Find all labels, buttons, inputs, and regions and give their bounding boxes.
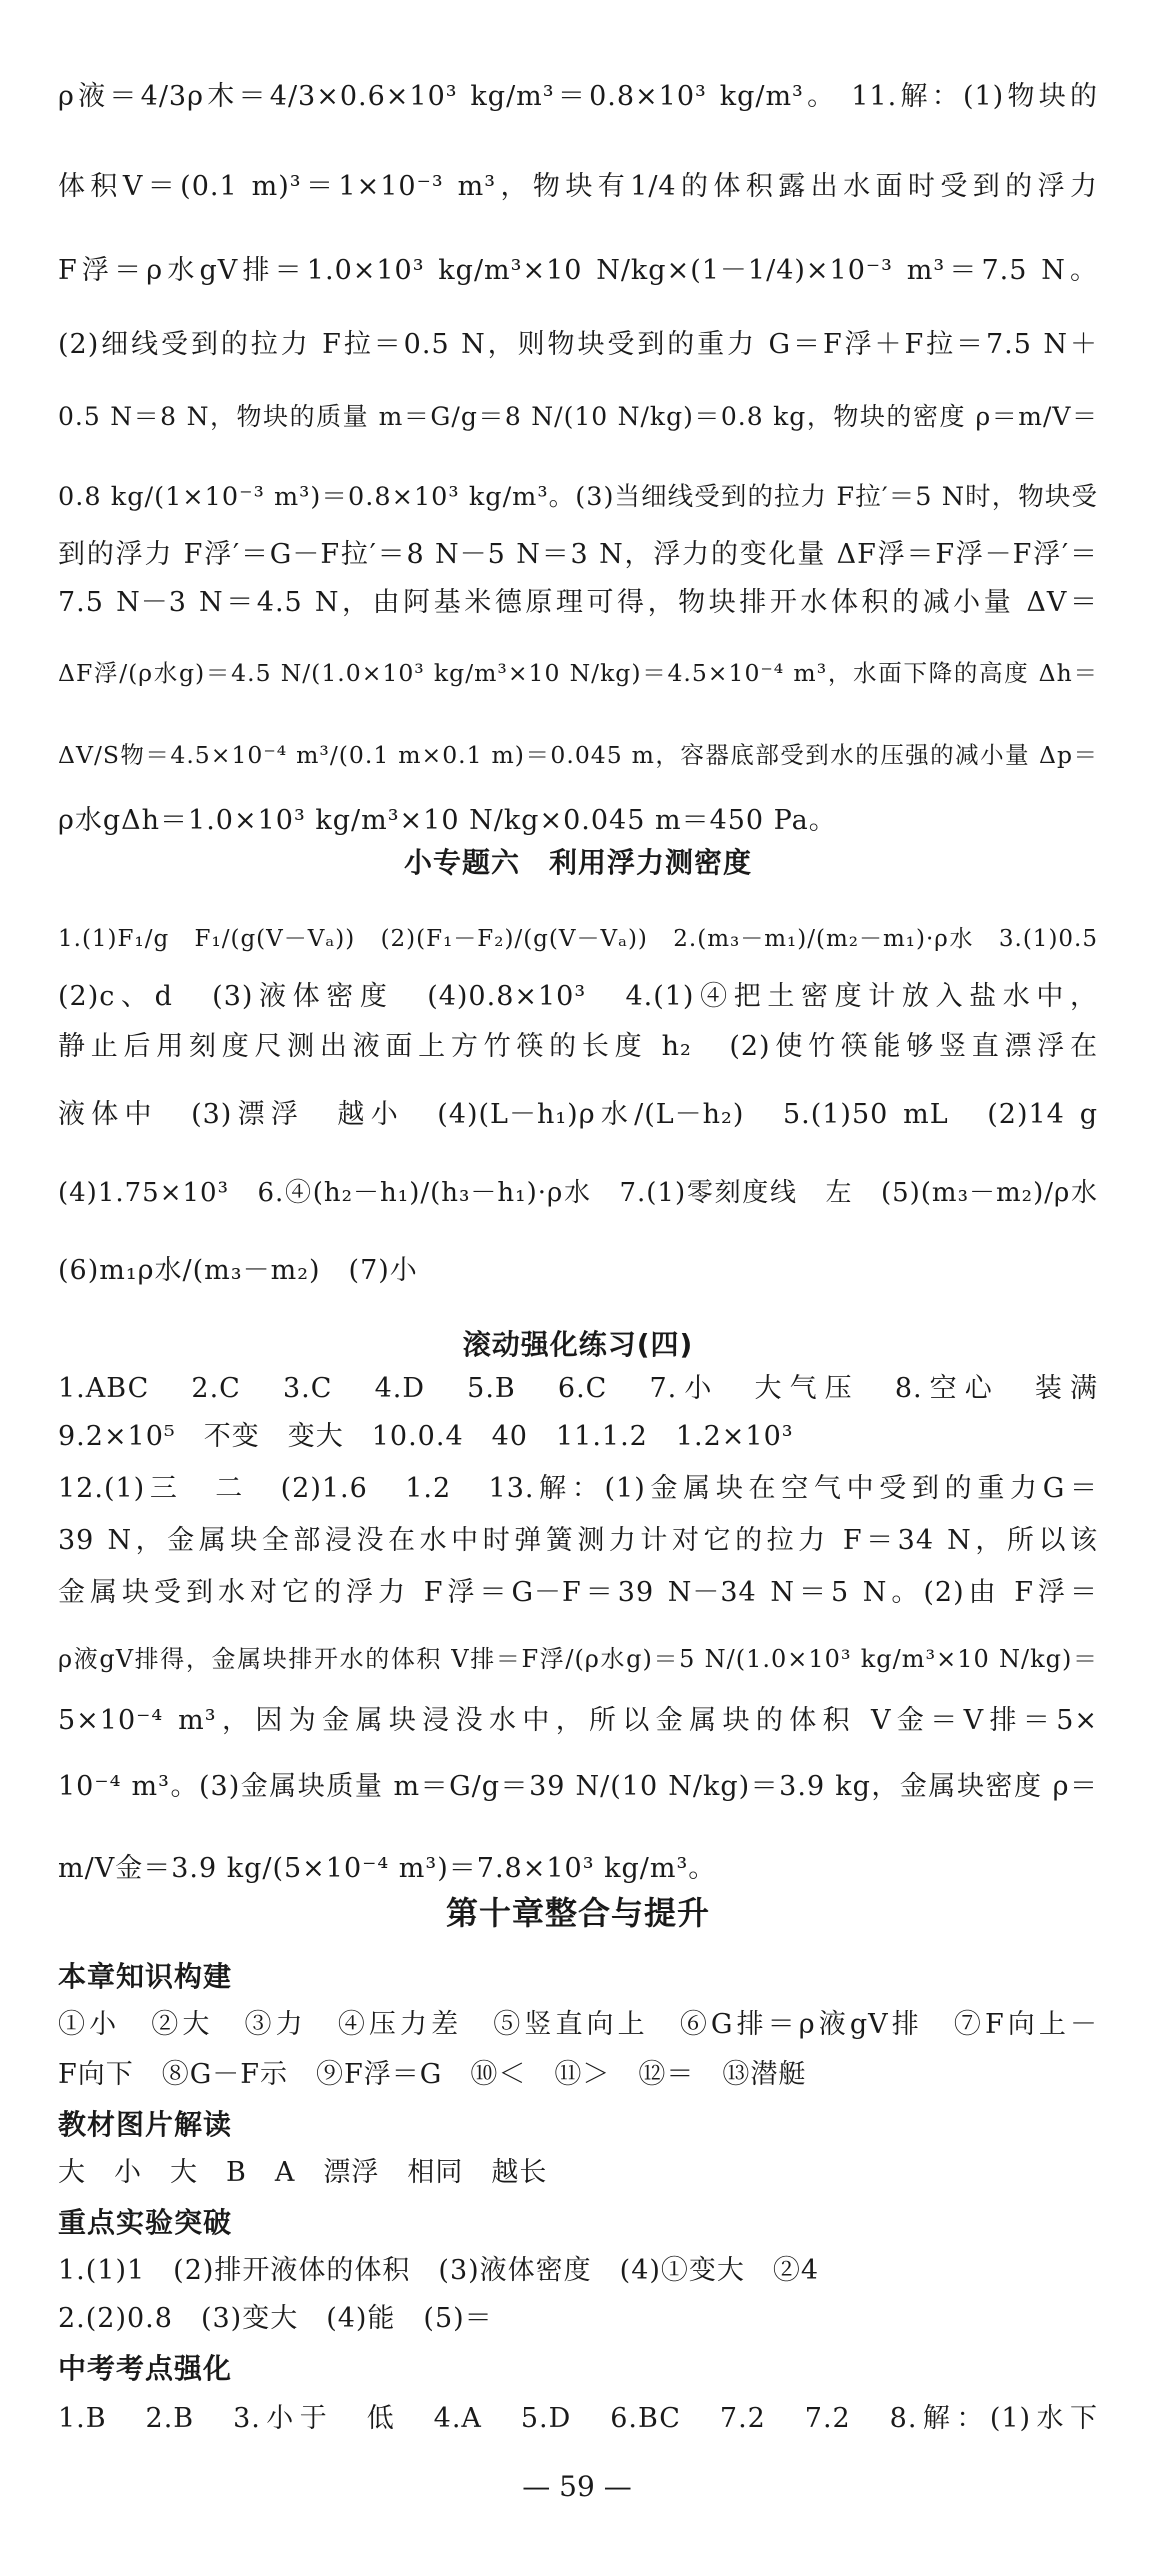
text-line: 0.8 kg/(1×10⁻³ m³)＝0.8×10³ kg/m³。(3)当细线受到的拉力 F拉′＝5 N时，物块受 — [58, 482, 1098, 512]
text-line: m/V金＝3.9 kg/(5×10⁻⁴ m³)＝7.8×10³ kg/m³。 — [58, 1853, 717, 1884]
text-line: (2)c、d (3)液体密度 (4)0.8×10³ 4.(1)④把土密度计放入盐水中， — [58, 981, 1098, 1012]
section-title: 滚动强化练习(四) — [462, 1328, 694, 1361]
text-line: F向下 ⑧G－F示 ⑨F浮＝G ⑩＜ ⑪＞ ⑫＝ ⑬潜艇 — [58, 2059, 807, 2090]
chapter-title: 第十章整合与提升 — [445, 1894, 710, 1932]
text-line: (2)细线受到的拉力 F拉＝0.5 N，则物块受到的重力 G＝F浮＋F拉＝7.5 N＋ — [58, 329, 1098, 360]
text-line: 1.B 2.B 3.小于 低 4.A 5.D 6.BC 7.2 7.2 8.解：(1)水下 — [58, 2403, 1098, 2434]
page-number: — 59 — — [522, 2470, 632, 2503]
section-heading: 中考考点强化 — [58, 2352, 233, 2385]
text-line: ΔV/S物＝4.5×10⁻⁴ m³/(0.1 m×0.1 m)＝0.045 m，容器底部受到水的压强的减小量 Δp＝ — [58, 741, 1098, 769]
text-line: (4)1.75×10³ 6.④(h₂－h₁)/(h₃－h₁)·ρ水 7.(1)零刻度线 左 (5)(m₃－m₂)/ρ水 — [58, 1178, 1098, 1208]
text-line: 7.5 N－3 N＝4.5 N，由阿基米德原理可得，物块排开水体积的减小量 ΔV＝ — [58, 587, 1098, 618]
text-line: ΔF浮/(ρ水g)＝4.5 N/(1.0×10³ kg/m³×10 N/kg)＝4.5×10⁻⁴ m³，水面下降的高度 Δh＝ — [58, 659, 1098, 687]
text-line: ρ液gV排得，金属块排开水的体积 V排＝F浮/(ρ水g)＝5 N/(1.0×10³ kg/m³×10 N/kg)＝ — [58, 1645, 1098, 1673]
section-heading: 本章知识构建 — [58, 1960, 233, 1993]
text-line: 1.(1)F₁/g F₁/(g(V－Vₐ)) (2)(F₁－F₂)/(g(V－Vₐ)) 2.(m₃－m₁)/(m₂－m₁)·ρ水 3.(1)0.5 — [58, 926, 1098, 952]
text-line: 液体中 (3)漂浮 越小 (4)(L－h₁)ρ水/(L－h₂) 5.(1)50 mL (2)14 g — [58, 1099, 1098, 1130]
text-line: (6)m₁ρ水/(m₃－m₂) (7)小 — [58, 1255, 418, 1286]
text-line: 10⁻⁴ m³。(3)金属块质量 m＝G/g＝39 N/(10 N/kg)＝3.9 kg，金属块密度 ρ＝ — [58, 1771, 1098, 1802]
text-line: ①小 ②大 ③力 ④压力差 ⑤竖直向上 ⑥G排＝ρ液gV排 ⑦F向上－ — [58, 2009, 1098, 2040]
section-heading: 重点实验突破 — [58, 2206, 233, 2239]
section-title: 小专题六 利用浮力测密度 — [403, 846, 752, 879]
text-line: 39 N，金属块全部浸没在水中时弹簧测力计对它的拉力 F＝34 N，所以该 — [58, 1525, 1098, 1556]
text-line: 大 小 大 B A 漂浮 相同 越长 — [58, 2157, 548, 2188]
text-line: 1.ABC 2.C 3.C 4.D 5.B 6.C 7.小 大气压 8.空心 装满 — [58, 1373, 1098, 1404]
text-line: 金属块受到水对它的浮力 F浮＝G－F＝39 N－34 N＝5 N。(2)由 F浮＝ — [58, 1577, 1098, 1608]
text-line: F浮＝ρ水gV排＝1.0×10³ kg/m³×10 N/kg×(1－1/4)×10⁻³ m³＝7.5 N。 — [58, 255, 1098, 286]
text-line: 2.(2)0.8 (3)变大 (4)能 (5)＝ — [58, 2303, 493, 2334]
text-line: 9.2×10⁵ 不变 变大 10.0.4 40 11.1.2 1.2×10³ — [58, 1421, 794, 1452]
text-line: 0.5 N＝8 N，物块的质量 m＝G/g＝8 N/(10 N/kg)＝0.8 kg，物块的密度 ρ＝m/V＝ — [58, 402, 1098, 431]
text-line: ρ水gΔh＝1.0×10³ kg/m³×10 N/kg×0.045 m＝450 Pa。 — [58, 805, 837, 836]
text-line: 静止后用刻度尺测出液面上方竹筷的长度 h₂ (2)使竹筷能够竖直漂浮在 — [58, 1031, 1098, 1062]
text-line: 体积V＝(0.1 m)³＝1×10⁻³ m³，物块有1/4的体积露出水面时受到的浮力 — [58, 171, 1098, 202]
text-line: ρ液＝4/3ρ木＝4/3×0.6×10³ kg/m³＝0.8×10³ kg/m³。 11.解：(1)物块的 — [58, 81, 1098, 112]
text-line: 到的浮力 F浮′＝G－F拉′＝8 N－5 N＝3 N，浮力的变化量 ΔF浮＝F浮－F浮′＝ — [58, 539, 1098, 570]
text-line: 1.(1)1 (2)排开液体的体积 (3)液体密度 (4)①变大 ②4 — [58, 2255, 820, 2286]
text-line: 12.(1)三 二 (2)1.6 1.2 13.解：(1)金属块在空气中受到的重力G＝ — [58, 1473, 1098, 1504]
text-line: 5×10⁻⁴ m³，因为金属块浸没水中，所以金属块的体积 V金＝V排＝5× — [58, 1705, 1098, 1736]
section-heading: 教材图片解读 — [58, 2108, 233, 2141]
